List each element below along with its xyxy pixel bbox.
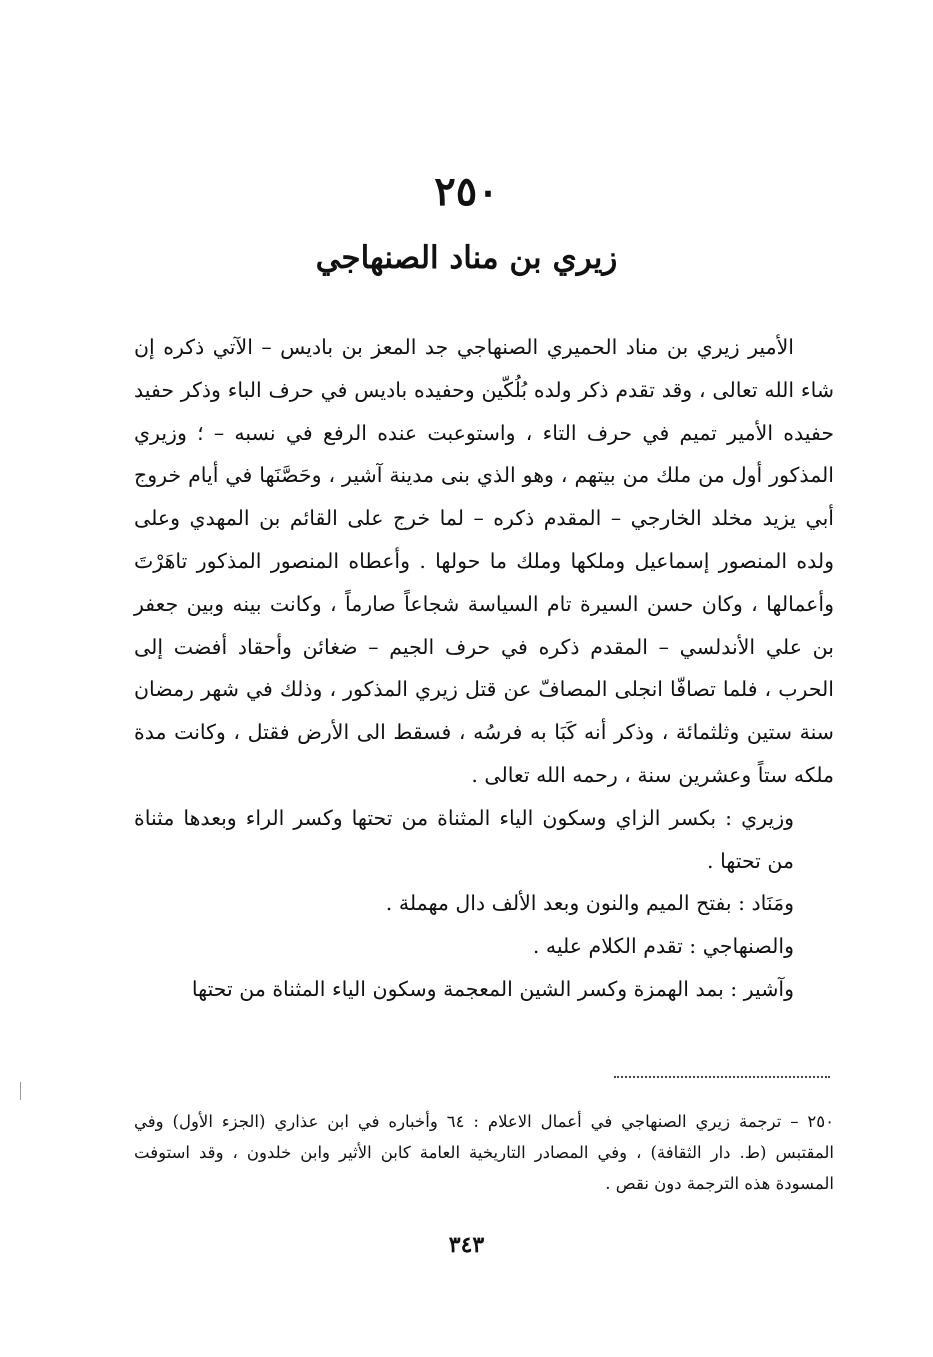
entry-title: زيري بن مناد الصنهاجي <box>315 240 618 276</box>
footnote <box>134 1106 834 1199</box>
footnote-separator <box>614 1076 830 1078</box>
margin-mark <box>20 1082 21 1100</box>
note-ashir: وآشير : بمد الهمزة وكسر الشين المعجمة وسكون الياء المثناة من تحتها <box>191 976 794 1001</box>
main-text <box>134 326 834 1011</box>
note-sanhaji: والصنهاجي : تقدم الكلام عليه . <box>532 934 794 959</box>
entry-number: ٢٥٠ <box>434 168 499 215</box>
footnote-text: ٢٥٠ – ترجمة زيري الصنهاجي في أعمال الاعلام : ٦٤ وأخباره في ابن عذاري (الجزء الأول) وفي المقتبس (ط. دار الثقافة) ، وفي المصادر التاريخية العامة كابن الأثير وابن خلدون ، وقد استوفت المسودة هذه الترجمة دون نقص . <box>134 1112 834 1193</box>
note-manad: ومَنَاد : بفتح الميم والنون وبعد الألف دال مهملة . <box>385 891 794 916</box>
note-ziri: وزيري : بكسر الزاي وسكون الياء المثناة من تحتها وكسر الراء وبعدها مثناة من تحتها . <box>134 805 794 873</box>
biography-paragraph: الأمير زيري بن مناد الحميري الصنهاجي جد المعز بن باديس – الآتي ذكره إن شاء الله تعالى ، وقد تقدم ذكر ولده بُلُكّين وحفيده باديس في حرف الباء وذكر حفيد حفيده الأمير تميم في حرف التاء ، واستوعبت عنده الرفع في نسبه – ؛ وزيري المذكور أول من ملك من بيتهم ، وهو الذي بنى مدينة آشير ، وحَصَّنَها في أيام خروج أبي يزيد مخلد الخارجي – المقدم ذكره – لما خرج على القائم بن المهدي وعلى ولده المنصور إسماعيل وملكها وملك ما حولها . وأعطاه المنصور المذكور تاهَرْتَ وأعمالها ، وكان حسن السيرة تام السياسة شجاعاً صارماً ، وكانت بينه وبين جعفر بن علي الأندلسي – المقدم ذكره في حرف الجيم – ضغائن وأحقاد أفضت إلى الحرب ، فلما تصافّا انجلى المصافّ عن قتل زيري المذكور ، وذلك في شهر رمضان سنة ستين وثلثمائة ، وذكر أنه كَبَا به فرسُه ، فسقط الى الأرض فقتل ، وكانت مدة ملكه ستاً وعشرين سنة ، رحمه الله تعالى . <box>134 335 834 787</box>
page-number: ٣٤٣ <box>448 1232 485 1258</box>
